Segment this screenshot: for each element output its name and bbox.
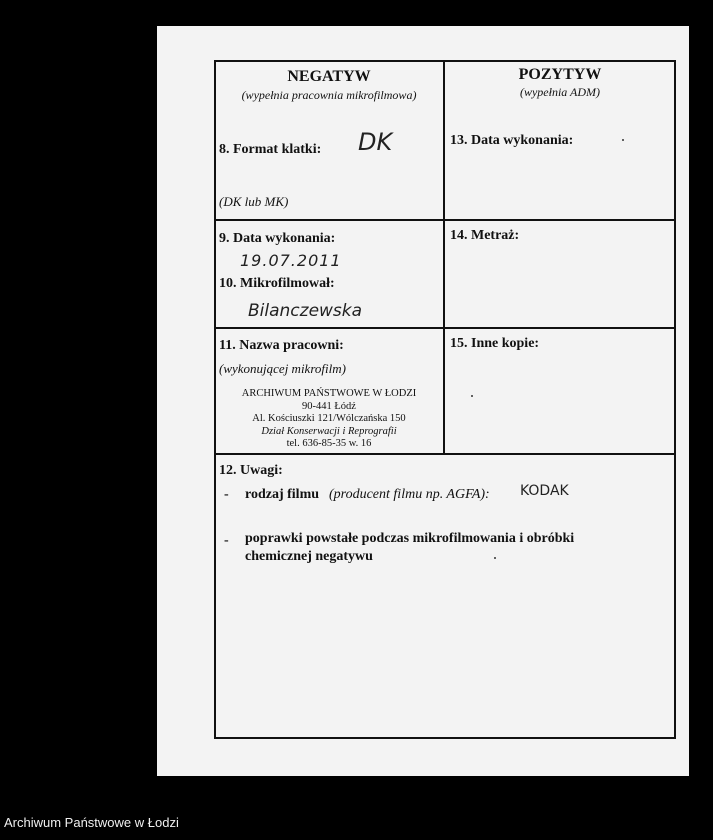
row-divider-2 [214, 327, 676, 329]
archive-footer: Archiwum Państwowe w Łodzi [4, 815, 179, 830]
field9-label: 9. Data wykonania: [219, 231, 336, 246]
pozytyw-title: POZYTYW [518, 66, 602, 83]
institution-stamp [214, 388, 444, 451]
bullet-1: - [224, 487, 229, 502]
stamp-line-3: Al. Kościuszki 121/Wólczańska 150 [252, 413, 406, 424]
row-divider-3 [214, 453, 676, 455]
field14-label: 14. Metraż: [450, 228, 520, 243]
stamp-line-4: Dział Konserwacji i Reprografii [261, 425, 397, 437]
speck [471, 395, 473, 397]
field10-label: 10. Mikrofilmował: [219, 276, 335, 291]
field11-label: 11. Nazwa pracowni: [219, 338, 344, 353]
field9-value: 19.07.2011 [240, 251, 342, 270]
stamp-line-5: tel. 636-85-35 w. 16 [286, 438, 372, 449]
negatyw-subtitle: (wypełnia pracownia mikrofilmowa) [241, 88, 417, 102]
item2-line-1: poprawki powstałe podczas mikrofilmowania i obróbki [245, 531, 575, 546]
field8-hint: (DK lub MK) [219, 194, 289, 209]
field8-value: DK [358, 128, 393, 156]
field8-label: 8. Format klatki: [219, 142, 322, 157]
stamp-line-2: 90-441 Łódź [302, 400, 356, 412]
field11-hint: (wykonującej mikrofilm) [219, 361, 346, 376]
item1-label: rodzaj filmu [245, 487, 320, 502]
speck [494, 557, 496, 559]
item2-line-2: chemicznej negatywu [245, 549, 373, 564]
stamp-line-1: ARCHIWUM PAŃSTWOWE W ŁODZI [241, 388, 417, 399]
bullet-2: - [224, 533, 229, 548]
field10-signature: Bilanczewska [248, 301, 363, 321]
item1-value: KODAK [520, 483, 569, 499]
field15-label: 15. Inne kopie: [450, 336, 540, 351]
field13-label: 13. Data wykonania: [450, 133, 574, 148]
item1-hint: (producent filmu np. AGFA): [329, 487, 490, 502]
row-divider-1 [214, 219, 676, 221]
negatyw-title: NEGATYW [287, 68, 371, 85]
field12-label: 12. Uwagi: [219, 463, 283, 478]
pozytyw-subtitle: (wypełnia ADM) [519, 85, 601, 99]
speck [622, 139, 624, 141]
